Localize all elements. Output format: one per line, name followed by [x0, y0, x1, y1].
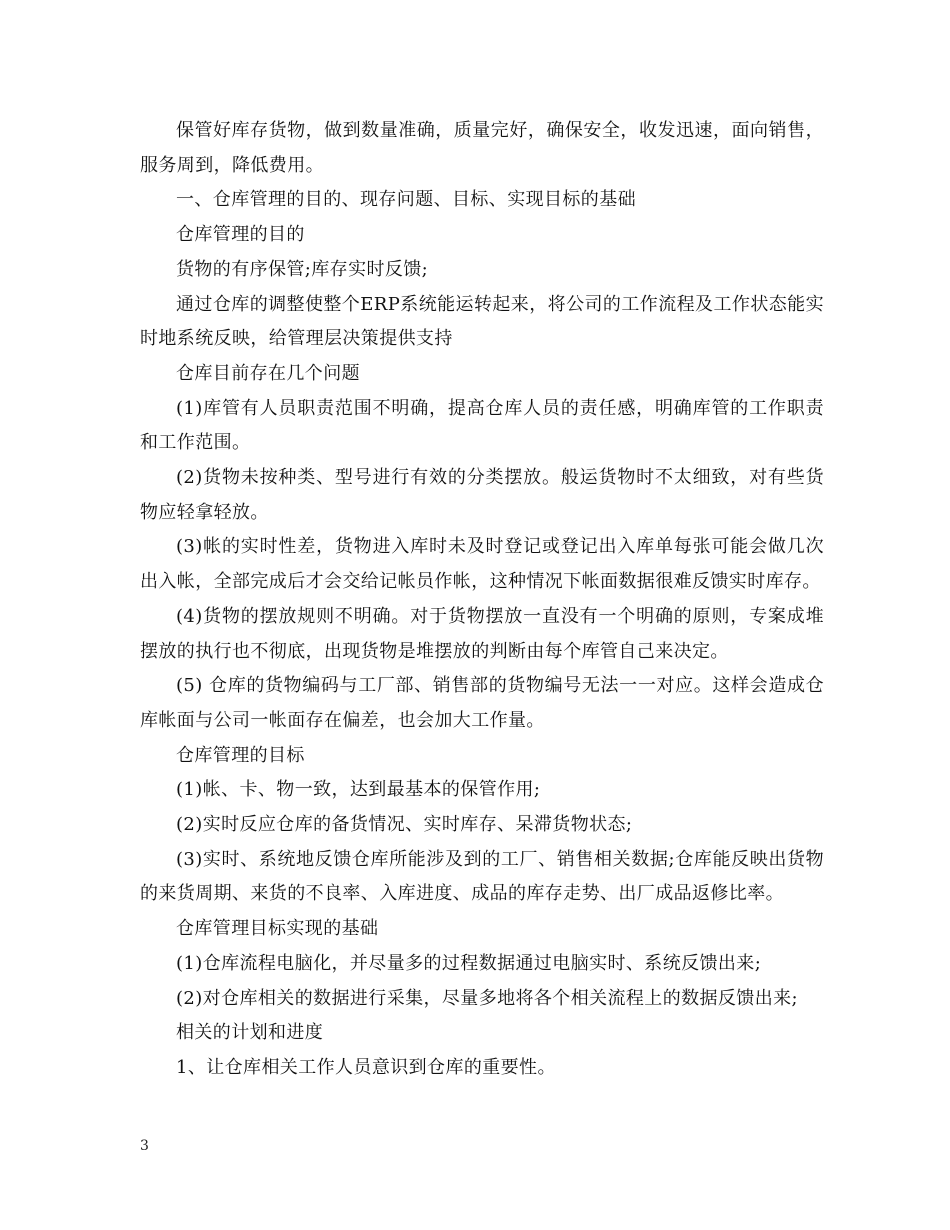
page-number: 3	[140, 1138, 149, 1154]
subheading-goals: 仓库管理的目标	[176, 744, 305, 766]
section-heading: 一、仓库管理的目的、现存问题、目标、实现目标的基础	[176, 189, 636, 211]
subheading-purpose: 仓库管理的目的	[176, 224, 305, 246]
list-item: (5) 仓库的货物编码与工厂部、销售部的货物编号无法一一对应。这样会造成仓库帐面与公司一帐面存在偏差，也会加大工作量。	[140, 675, 824, 731]
document-body	[140, 114, 824, 1086]
list-item: (2)实时反应仓库的备货情况、实时库存、呆滞货物状态;	[176, 814, 633, 836]
paragraph-intro: 保管好库存货物，做到数量准确，质量完好，确保安全，收发迅速，面向销售，服务周到，降低费用。	[140, 120, 824, 176]
subheading-foundation: 仓库管理目标实现的基础	[176, 918, 379, 940]
paragraph: 通过仓库的调整使整个ERP系统能运转起来，将公司的工作流程及工作状态能实时地系统反映，给管理层决策提供支持	[140, 293, 824, 350]
list-item: (3)实时、系统地反馈仓库所能涉及到的工厂、销售相关数据;仓库能反映出货物的来货周期、来货的不良率、入库进度、成品的库存走势、出厂成品返修比率。	[140, 848, 824, 905]
list-item: 1、让仓库相关工作人员意识到仓库的重要性。	[176, 1056, 556, 1078]
list-item: (1)帐、卡、物一致，达到最基本的保管作用;	[176, 779, 541, 801]
list-item: (2)货物未按种类、型号进行有效的分类摆放。般运货物时不太细致，对有些货物应轻拿轻放。	[140, 467, 824, 523]
list-item: (1)仓库流程电脑化，并尽量多的过程数据通过电脑实时、系统反馈出来;	[176, 952, 762, 974]
list-item: (1)库管有人员职责范围不明确，提高仓库人员的责任感，明确库管的工作职责和工作范围。	[140, 397, 824, 454]
list-item: (2)对仓库相关的数据进行采集，尽量多地将各个相关流程上的数据反馈出来;	[176, 987, 798, 1009]
subheading-plan: 相关的计划和进度	[176, 1022, 324, 1044]
list-item: (3)帐的实时性差，货物进入库时未及时登记或登记出入库单每张可能会做几次出入帐，全部完成后才会交给记帐员作帐，这种情况下帐面数据很难反馈实时库存。	[140, 536, 824, 593]
paragraph: 货物的有序保管;库存实时反馈;	[176, 258, 429, 280]
subheading-problems: 仓库目前存在几个问题	[176, 362, 360, 384]
list-item: (4)货物的摆放规则不明确。对于货物摆放一直没有一个明确的原则，专案成堆摆放的执行也不彻底，出现货物是堆摆放的判断由每个库管自己来决定。	[140, 605, 824, 662]
